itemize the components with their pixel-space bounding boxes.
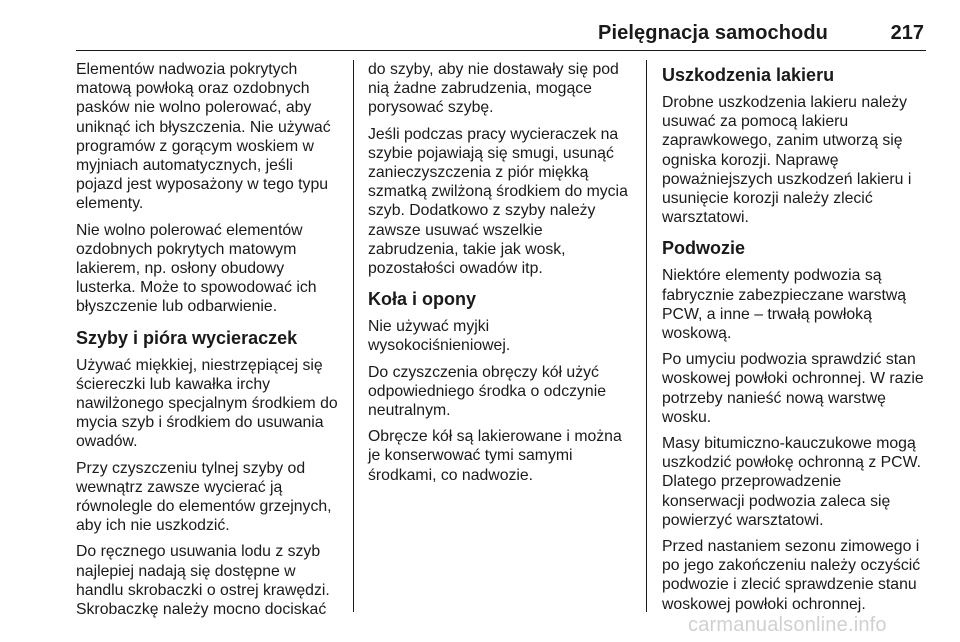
paragraph: Masy bitumiczno-kauczukowe mogą uszkodzić powłokę ochronną z PCW. Dlatego przeprowadzenie konserwacji podwozia zaleca się powierzyć warsztatowi.	[662, 435, 922, 529]
section-heading-szyby: Szyby i pióra wycieraczek	[76, 327, 298, 348]
paragraph: Obręcze kół są lakierowane i można je konserwować tymi samymi środkami, co nadwozie.	[368, 428, 622, 484]
paragraph: Niektóre elementy podwozia są fabrycznie zabezpieczane warstwą PCW, a inne – trwałą powłoką woskową.	[662, 267, 907, 343]
paragraph: Drobne uszkodzenia lakieru należy usuwać za pomocą lakieru zaprawkowego, zanim utworzą się ogniska korozji. Naprawę poważniejszych uszkodzeń lakieru i usunięcie korozji należy zlecić warsztatowi.	[662, 94, 912, 227]
column-divider	[646, 60, 647, 612]
section-heading-lakier: Uszkodzenia lakieru	[662, 65, 835, 85]
paragraph: Przy czyszczeniu tylnej szyby od wewnątrz zawsze wycierać ją równolegle do elementów grzejnych, aby ich nie uszkodzić.	[76, 459, 332, 535]
section-heading-podwozie: Podwozie	[662, 238, 746, 259]
paragraph: Do czyszczenia obręczy kół użyć odpowiedniego środka o odczynie neutralnym.	[368, 363, 606, 420]
paragraph: Przed nastaniem sezonu zimowego i po jego zakończeniu należy oczyścić podwozie i zlecić sprawdzenie stanu woskowej powłoki ochronnej.	[662, 538, 921, 613]
section-heading-kola: Koła i opony	[368, 289, 476, 310]
paragraph: Jeśli podczas pracy wycieraczek na szybie pojawiają się smugi, usunąć zanieczyszczenia z piór miękką szmatką zwilżoną środkiem do mycia szyb. Dodatkowo z szyby należy zawsze usuwać wszelkie zabrudzenia, takie jak wosk, pozostałości owadów itp.	[368, 125, 628, 278]
text-column-1	[76, 60, 348, 626]
text-column-2	[368, 60, 640, 492]
paragraph: Nie wolno polerować elementów ozdobnych pokrytych matowym lakierem, np. osłony obudowy lusterka. Może to spowodować ich błyszczenie lub odbarwienie.	[76, 221, 317, 316]
paragraph: Do ręcznego usuwania lodu z szyb najlepiej nadają się dostępne w handlu skrobaczki o ostrej krawędzi. Skrobaczkę należy mocno dociskać	[76, 543, 330, 619]
paragraph: Nie używać myjki wysokociśnieniowej.	[368, 318, 511, 355]
text-column-3	[662, 60, 924, 621]
paragraph: do szyby, aby nie dostawały się pod nią żadne zabrudzenia, mogące porysować szybę.	[368, 61, 619, 117]
watermark: carmanualsonline.info	[688, 614, 887, 636]
paragraph: Po umyciu podwozia sprawdzić stan woskowej powłoki ochronnej. W razie potrzeby nanieść nową warstwę wosku.	[662, 351, 924, 426]
paragraph: Elementów nadwozia pokrytych matową powłoką oraz ozdobnych pasków nie wolno polerować, aby uniknąć ich błyszczenia. Nie używać programów z gorącym woskiem w myjniach automatycznych, jeśli pojazd jest wyposażony w tego typu elementy.	[76, 61, 331, 213]
page-header	[76, 22, 924, 48]
column-divider	[353, 60, 354, 612]
page-number: 217	[890, 22, 924, 44]
paragraph: Używać miękkiej, niestrzępiącej się ściereczki lub kawałka irchy nawilżonego specjalnym środkiem do mycia szyb i środkiem do usuwania owadów.	[76, 356, 338, 451]
page-title: Pielęgnacja samochodu	[598, 22, 828, 44]
header-rule	[76, 50, 926, 51]
